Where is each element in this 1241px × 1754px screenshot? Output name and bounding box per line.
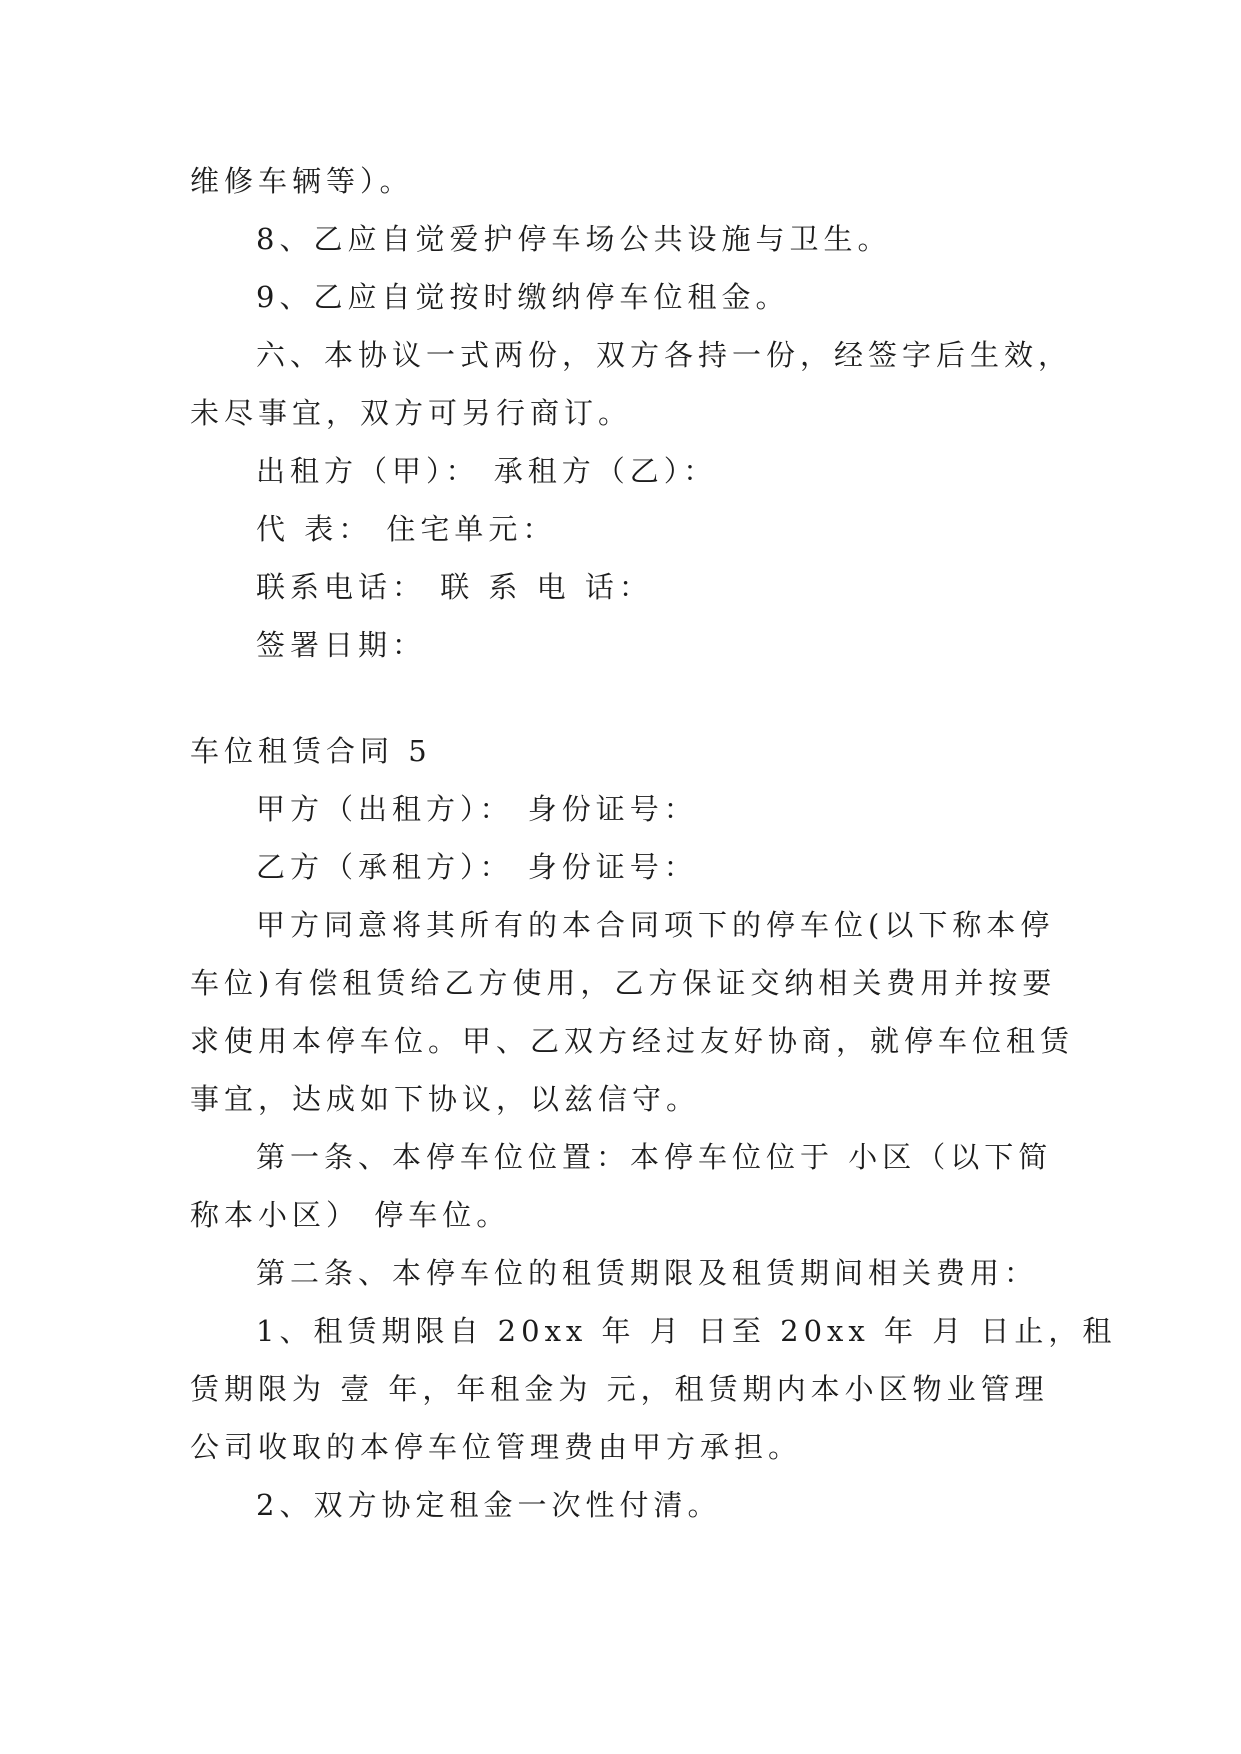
article-one: 第一条、本停车位位置：本停车位位于 小区（以下简 bbox=[256, 1140, 1053, 1174]
text-line: 未尽事宜，双方可另行商订。 bbox=[190, 396, 633, 430]
party-a: 甲方（出租方）： 身份证号： bbox=[256, 792, 698, 826]
article-two: 第二条、本停车位的租赁期限及租赁期间相关费用： bbox=[256, 1256, 1039, 1290]
signature-representative: 代 表： 住宅单元： bbox=[256, 512, 557, 546]
text-line: 事宜，达成如下协议，以兹信守。 bbox=[190, 1082, 701, 1116]
text-line: 称本小区） 停车位。 bbox=[190, 1198, 511, 1232]
text-line: 求使用本停车位。甲、乙双方经过友好协商，就停车位租赁 bbox=[190, 1024, 1075, 1058]
text-line: 车位)有偿租赁给乙方使用，乙方保证交纳相关费用并按要 bbox=[190, 966, 1057, 1000]
article-two-item-1: 1、租赁期限自 20xx 年 月 日至 20xx 年 月 日止，租 bbox=[256, 1314, 1117, 1348]
section-six: 六、本协议一式两份，双方各持一份，经签字后生效， bbox=[256, 338, 1073, 372]
text-line: 赁期限为 壹 年，年租金为 元，租赁期内本小区物业管理 bbox=[190, 1372, 1049, 1406]
contract-title: 车位租赁合同 5 bbox=[190, 734, 432, 768]
document-body bbox=[190, 152, 1117, 1534]
party-b: 乙方（承租方）： 身份证号： bbox=[256, 850, 698, 884]
signature-date: 签署日期： bbox=[256, 628, 427, 662]
signature-phone: 联系电话： 联 系 电 话： bbox=[256, 570, 653, 604]
article-two-item-2: 2、双方协定租金一次性付清。 bbox=[256, 1488, 722, 1522]
text-line: 公司收取的本停车位管理费由甲方承担。 bbox=[190, 1430, 803, 1464]
signature-parties: 出租方（甲）： 承租方（乙）： bbox=[256, 454, 718, 488]
text-line: 维修车辆等）。 bbox=[190, 164, 414, 198]
clause-8: 8、乙应自觉爱护停车场公共设施与卫生。 bbox=[256, 222, 892, 256]
clause-9: 9、乙应自觉按时缴纳停车位租金。 bbox=[256, 280, 790, 314]
preamble-paragraph: 甲方同意将其所有的本合同项下的停车位(以下称本停 bbox=[256, 908, 1055, 942]
